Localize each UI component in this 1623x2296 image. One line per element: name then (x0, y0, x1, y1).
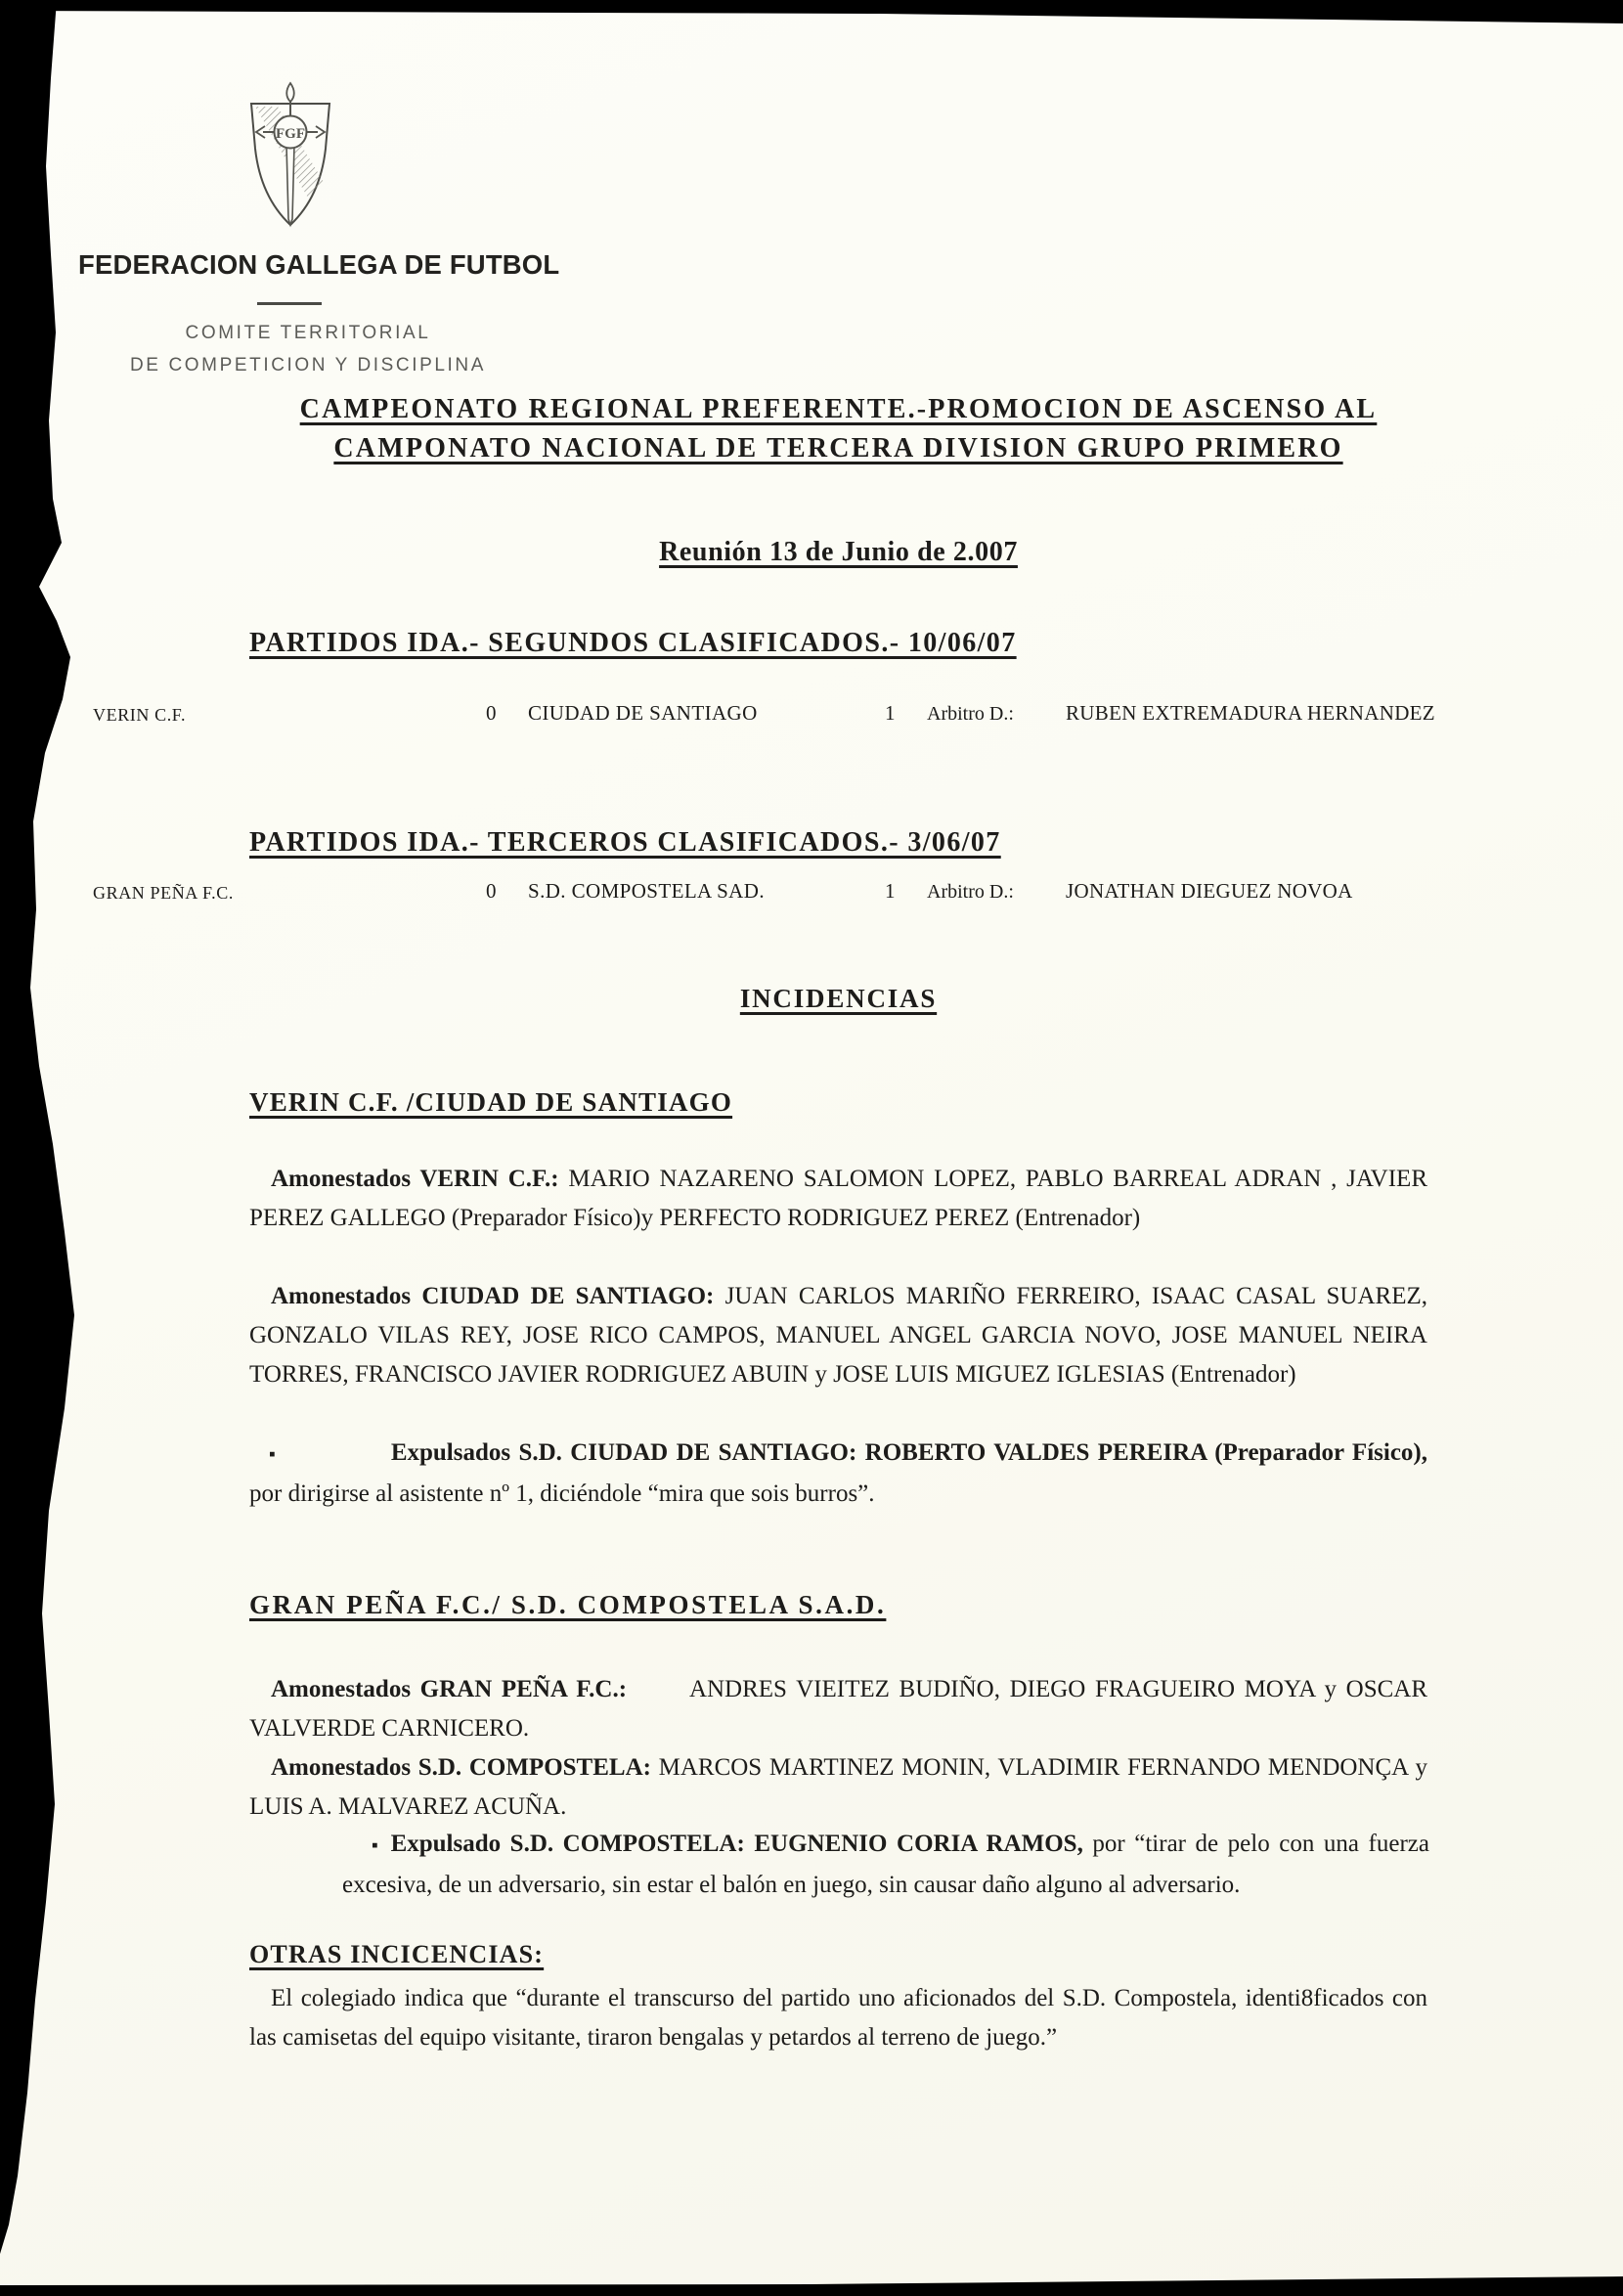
amonestados-ciudad-paragraph (249, 1277, 1427, 1394)
match-row-1 (0, 690, 1623, 726)
doc-title-line-1: CAMPEONATO REGIONAL PREFERENTE.-PROMOCION DE ASCENSO AL (299, 394, 1378, 424)
home-score: 0 (486, 701, 497, 725)
amonestados-verin-lead: Amonestados VERIN C.F.: (271, 1166, 559, 1192)
home-team: VERIN C.F. (93, 705, 187, 725)
match1-incidents (249, 1087, 732, 1118)
expulsado-compostela-text: por “tirar de pelo con una fuerza excesiva, de un adversario, sin estar el balón en juego, sin causar daño alguno al adversario. (342, 1831, 1429, 1898)
match-row-2 (0, 868, 1623, 904)
home-score: 0 (486, 879, 497, 903)
doc-title-line-2: CAMPONATO NACIONAL DE TERCERA DIVISION GRUPO PRIMERO (333, 433, 1343, 464)
amonestados-verin-paragraph (249, 1160, 1427, 1238)
away-score: 1 (885, 701, 896, 725)
amonestados-granpena-text: ANDRES VIEITEZ BUDIÑO, DIEGO FRAGUEIRO MOYA y OSCAR VALVERDE CARNICERO. (249, 1676, 1428, 1742)
bullet-square-icon: ▪ (269, 1444, 278, 1465)
match1-heading: VERIN C.F. /CIUDAD DE SANTIAGO (249, 1087, 733, 1117)
away-team: CIUDAD DE SANTIAGO (528, 701, 758, 725)
away-score: 1 (885, 879, 896, 903)
expulsados-ciudad-lead: Expulsados S.D. CIUDAD DE SANTIAGO: ROBERTO VALDES PEREIRA (Preparador Físico), (390, 1439, 1427, 1466)
fixtures-section-1 (249, 628, 1017, 659)
home-team: GRAN PEÑA F.C. (93, 883, 234, 903)
otras-incidencias-heading: OTRAS INCICENCIAS: (249, 1940, 545, 1968)
federation-crest-icon (242, 80, 338, 233)
meeting-date: Reunión 13 de Junio de 2.007 (659, 537, 1018, 567)
committee-line-1: COMITE TERRITORIAL (185, 323, 431, 343)
crest-monogram: FGF (276, 126, 305, 142)
amonestados-verin-text: MARIO NAZARENO SALOMON LOPEZ, PABLO BARREAL ADRAN , JAVIER PEREZ GALLEGO (Preparador Físico)y PERFECTO RODRIGUEZ PEREZ (Entrenador) (249, 1166, 1427, 1231)
expulsado-compostela-lead: Expulsado S.D. COMPOSTELA: EUGNENIO CORIA RAMOS, (390, 1831, 1083, 1857)
fixtures-section-2-heading: PARTIDOS IDA.- TERCEROS CLASIFICADOS.- 3/06/07 (249, 827, 1001, 858)
amonestados-ciudad-text: JUAN CARLOS MARIÑO FERREIRO, ISAAC CASAL SUAREZ, GONZALO VILAS REY, JOSE RICO CAMPOS, MANUEL ANGEL GARCIA NOVO, JOSE MANUEL NEIRA TORRES, FRANCISCO JAVIER RODRIGUEZ ABUIN y JOSE LUIS MIGUEZ IGLESIAS (Entrenador) (249, 1283, 1427, 1388)
expulsados-ciudad-text: por dirigirse al asistente nº 1, diciéndole “mira que sois burros”. (249, 1480, 875, 1507)
expulsado-compostela-paragraph (342, 1825, 1429, 1905)
away-team: S.D. COMPOSTELA SAD. (528, 879, 765, 903)
referee-label: Arbitro D.: (927, 881, 1014, 903)
expulsados-ciudad-paragraph (249, 1434, 1427, 1514)
org-name: FEDERACION GALLEGA DE FUTBOL (78, 249, 560, 280)
fixtures-section-1-heading: PARTIDOS IDA.- SEGUNDOS CLASIFICADOS.- 10/06/07 (249, 628, 1017, 658)
otras-incidencias-text: El colegiado indica que “durante el transcurso del partido uno aficionados del S.D. Compostela, identi8ficados con las camisetas del equipo visitante, tiraron bengalas y petardos al terreno de juego.” (249, 1985, 1427, 2051)
incidents-heading: INCIDENCIAS (739, 984, 938, 1013)
amonestados-granpena-paragraph (249, 1670, 1427, 1748)
referee-name: JONATHAN DIEGUEZ NOVOA (1066, 879, 1353, 903)
referee-label: Arbitro D.: (927, 703, 1014, 725)
doc-title (249, 390, 1427, 468)
bullet-square-icon: ▪ (372, 1835, 382, 1856)
amonestados-compostela-lead: Amonestados S.D. COMPOSTELA: (271, 1754, 651, 1781)
otras-incidencias-section (249, 1940, 544, 1969)
fixtures-section-2 (249, 827, 1001, 859)
amonestados-granpena-lead: Amonestados GRAN PEÑA F.C.: (271, 1676, 628, 1702)
otras-incidencias-paragraph (249, 1979, 1427, 2057)
amonestados-compostela-paragraph (249, 1748, 1427, 1827)
letterhead-divider (257, 302, 322, 305)
committee-block (68, 317, 548, 381)
match2-heading: GRAN PEÑA F.C./ S.D. COMPOSTELA S.A.D. (249, 1590, 887, 1619)
referee-name: RUBEN EXTREMADURA HERNANDEZ (1066, 701, 1435, 725)
amonestados-compostela-text: MARCOS MARTINEZ MONIN, VLADIMIR FERNANDO MENDONÇA y LUIS A. MALVAREZ ACUÑA. (249, 1754, 1427, 1820)
incidents-section (249, 984, 1427, 1014)
meeting-date-wrap (249, 537, 1427, 568)
committee-line-2: DE COMPETICION Y DISCIPLINA (129, 355, 487, 375)
match2-incidents (249, 1590, 886, 1620)
amonestados-ciudad-lead: Amonestados CIUDAD DE SANTIAGO: (271, 1283, 715, 1309)
